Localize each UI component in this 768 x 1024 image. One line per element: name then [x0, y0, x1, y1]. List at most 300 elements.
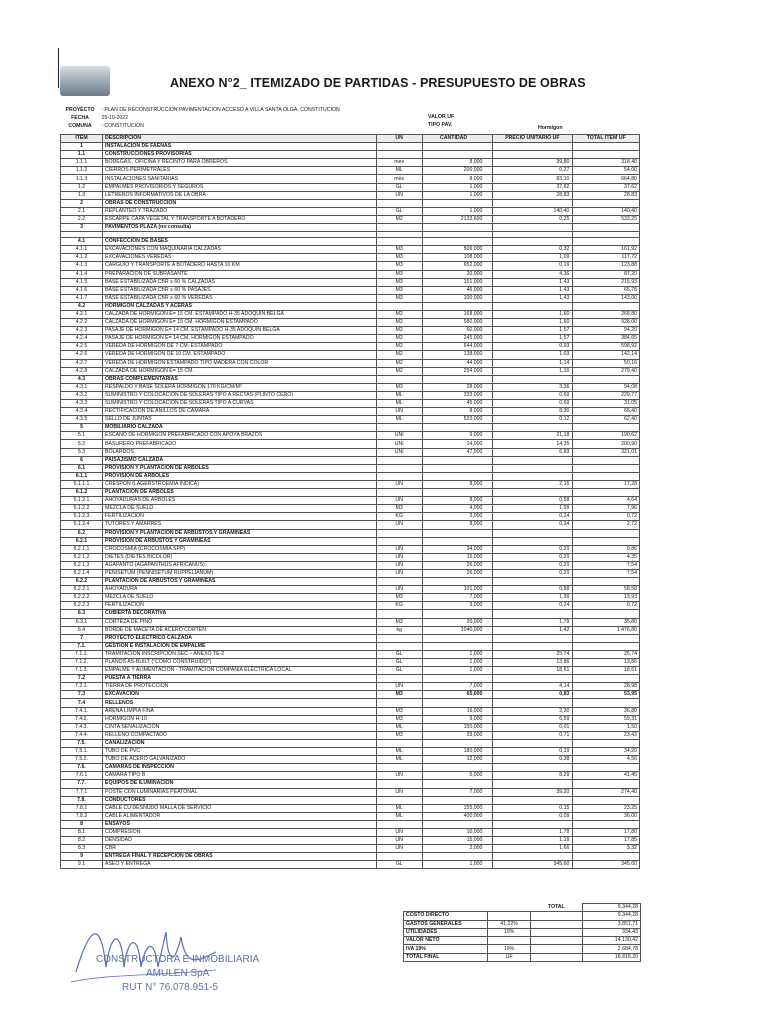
signature-mark — [66, 912, 266, 992]
valor-uf-label: VALOR UF — [428, 114, 455, 120]
cell-un: M3 — [376, 691, 422, 699]
cell-desc: PASAJE DE HORMIGON E= 14 CM. HORMIGON ESTAMPADO — [103, 335, 377, 343]
fecha-value: 25-10-2022 — [101, 115, 128, 121]
cell-tot: 7,54 — [573, 561, 640, 569]
table-row — [61, 143, 640, 151]
comuna-value: : CONSTITUCION — [101, 123, 144, 129]
cell-pu: 13,86 — [493, 659, 573, 667]
cell-desc: OBRAS COMPLEMENTARIAS — [103, 375, 377, 383]
cell-qty: 400,000 — [422, 812, 493, 820]
table-row — [61, 569, 640, 577]
cell-desc: LETREROS INFORMATIVOS DE LA OBRA — [103, 191, 377, 199]
cell-item: 6.1.1.1 — [61, 480, 103, 488]
cell-item: 4.3.1 — [61, 383, 103, 391]
cell-pu: 0,83 — [493, 691, 573, 699]
cell-tot — [573, 537, 640, 545]
cell-tot — [573, 610, 640, 618]
cell-un: UN — [376, 480, 422, 488]
cell-item: 7.2 — [61, 675, 103, 683]
cell-tot — [573, 853, 640, 861]
cell-tot: 31,05 — [573, 400, 640, 408]
cell-item: 7 — [61, 634, 103, 642]
cell-qty: 15,000 — [422, 837, 493, 845]
cell-desc: PLANTACION DE ARBUSTOS Y GRAMINEAS — [103, 578, 377, 586]
cell-un — [376, 780, 422, 788]
table-row — [61, 861, 640, 869]
cell-item: 8.2 — [61, 837, 103, 845]
table-row — [61, 440, 640, 448]
cell-un: M2 — [376, 343, 422, 351]
cell-item: 1.2 — [61, 183, 103, 191]
cell-desc: BASE ESTABILIZADA CBR ≥ 60 % CALZADAS — [103, 278, 377, 286]
cell-qty: 7,000 — [422, 683, 493, 691]
table-row — [61, 756, 640, 764]
cell-pu: 1,79 — [493, 618, 573, 626]
cell-tot — [573, 238, 640, 246]
cell-item: 4.2.4 — [61, 335, 103, 343]
cell-tot — [573, 199, 640, 207]
cell-desc: BOLARDOS — [103, 448, 377, 456]
comuna-label: COMUNA — [68, 123, 92, 129]
cell-item: 5.3 — [61, 448, 103, 456]
table-row — [61, 472, 640, 480]
cell-un: M3 — [376, 707, 422, 715]
cell-un: GL — [376, 659, 422, 667]
cell-desc: INSTALACIONES SANITARIAS — [103, 175, 377, 183]
cell-pu: 83,10 — [493, 175, 573, 183]
table-row — [61, 278, 640, 286]
cell-desc: RELLENOS — [103, 699, 377, 707]
cell-qty: 26,000 — [422, 569, 493, 577]
proyecto-value: : PLAN DE RECONSTRUCCION PAVIMENTACION ACCESO A VILLA SANTA OLGA, CONSTITUCION — [101, 107, 340, 113]
valor-neto-label: VALOR NETO — [404, 937, 488, 945]
cell-un: M2 — [376, 367, 422, 375]
cell-un: KG — [376, 602, 422, 610]
cell-qty — [422, 764, 493, 772]
cell-item: 7.8.2 — [61, 812, 103, 820]
cell-tot — [573, 675, 640, 683]
cell-item: 8.1 — [61, 828, 103, 836]
cell-un — [376, 537, 422, 545]
cell-item: 6.2.1.2 — [61, 553, 103, 561]
cell-desc: PROVISION Y PLANTACION DE ARBOLES — [103, 464, 377, 472]
cell-tot: 23,43 — [573, 731, 640, 739]
cell-desc: AHOYADURA — [103, 586, 377, 594]
cell-tot: 37,62 — [573, 183, 640, 191]
cell-desc: VEREDA DE HORMIGON DE 10 CM. ESTAMPADO — [103, 351, 377, 359]
cell-pu — [493, 529, 573, 537]
cell-desc: PROVISION DE ARBOLES — [103, 472, 377, 480]
cell-pu: 0,12 — [493, 416, 573, 424]
cell-qty: 644,000 — [422, 343, 493, 351]
table-row — [61, 183, 640, 191]
cell-desc: PENISETUM (PENNISETUM RUPPELIANUM) — [103, 569, 377, 577]
cell-qty: 5,000 — [422, 772, 493, 780]
cell-desc: VEREDA DE HORMIGON DE 7 CM. ESTAMPADO — [103, 343, 377, 351]
cell-pu — [493, 675, 573, 683]
cell-tot: 23,25 — [573, 804, 640, 812]
costo-directo-value: 9.344,28 — [582, 912, 640, 920]
cell-tot — [573, 739, 640, 747]
cell-pu — [493, 739, 573, 747]
cell-un: UN — [376, 586, 422, 594]
cell-qty: 9,000 — [422, 432, 493, 440]
cell-item: 1.1.2 — [61, 167, 103, 175]
cell-desc: PLANOS AS-BUILT ("COMO CONSTRUIDO") — [103, 659, 377, 667]
cell-tot — [573, 780, 640, 788]
cell-item: 2.1 — [61, 207, 103, 215]
cell-desc: CALZADA DE HORMIGON E= 15 CM. HORMIGON ESTAMPADO — [103, 319, 377, 327]
cell-tot — [573, 489, 640, 497]
cell-qty: 8,000 — [422, 408, 493, 416]
summary-row-iva — [404, 945, 641, 953]
cell-item: 6.3.1 — [61, 618, 103, 626]
cell-item: 7.5.1. — [61, 748, 103, 756]
cell-qty — [422, 610, 493, 618]
cell-tot — [573, 302, 640, 310]
cell-tot: 59,31 — [573, 715, 640, 723]
cell-un: UN — [376, 828, 422, 836]
cell-qty: 3,000 — [422, 513, 493, 521]
cell-tot: 1,50 — [573, 723, 640, 731]
table-row — [61, 215, 640, 223]
cell-pu: 0,29 — [493, 545, 573, 553]
cell-pu: 0,24 — [493, 602, 573, 610]
total-label: TOTAL — [547, 903, 565, 910]
table-row — [61, 159, 640, 167]
cell-pu — [493, 151, 573, 159]
cell-qty: 150,000 — [422, 723, 493, 731]
cell-item: 4.3 — [61, 375, 103, 383]
cell-qty: 8,000 — [422, 175, 493, 183]
table-row — [61, 820, 640, 828]
cell-item: 4.1.1 — [61, 246, 103, 254]
cell-tot: 533,25 — [573, 215, 640, 223]
cell-item: 7.1.3. — [61, 667, 103, 675]
cell-tot: 17,85 — [573, 837, 640, 845]
cell-tot: 928,00 — [573, 319, 640, 327]
cell-tot: 25,74 — [573, 650, 640, 658]
cell-qty: 47,000 — [422, 448, 493, 456]
cell-item: 6.1.2.1 — [61, 497, 103, 505]
cell-qty: 151,000 — [422, 278, 493, 286]
table-row — [61, 391, 640, 399]
tipo-pav-label: TIPO PAV. — [428, 122, 453, 128]
table-row — [61, 191, 640, 199]
gastos-generales-pct: 41,22% — [487, 920, 531, 928]
table-row — [61, 634, 640, 642]
cell-tot: 2,72 — [573, 521, 640, 529]
cell-tot — [573, 472, 640, 480]
cell-qty — [422, 699, 493, 707]
hormigon-label: Hormigon — [538, 125, 563, 131]
cell-pu: 1,14 — [493, 359, 573, 367]
header-un: UN — [376, 135, 422, 143]
cell-desc: PREPARACION DE SUBRASANTE — [103, 270, 377, 278]
cell-un: M3 — [376, 246, 422, 254]
table-row — [61, 764, 640, 772]
utilidades-pct: 10% — [487, 928, 531, 936]
cell-qty: 7,000 — [422, 788, 493, 796]
total-final-value: 16.815,20 — [582, 953, 640, 961]
total-final-unit: UF — [487, 953, 531, 961]
table-row — [61, 553, 640, 561]
cell-tot: 13,86 — [573, 659, 640, 667]
cell-tot: 274,40 — [573, 788, 640, 796]
cell-pu: 1,43 — [493, 294, 573, 302]
cell-desc: CIERROS PERIMETRALES — [103, 167, 377, 175]
cell-un — [376, 464, 422, 472]
cell-desc: MOBILIARIO CALZADA — [103, 424, 377, 432]
cell-pu: 1,60 — [493, 319, 573, 327]
cell-tot: 200,90 — [573, 440, 640, 448]
cell-un: UN — [376, 788, 422, 796]
cell-un: UN — [376, 845, 422, 853]
cell-item: 4.1.2 — [61, 254, 103, 262]
cell-un: M2 — [376, 319, 422, 327]
table-row — [61, 367, 640, 375]
cell-pu: 345,60 — [493, 861, 573, 869]
cell-desc: REPLANTEO Y TRAZADO — [103, 207, 377, 215]
cell-tot: 215,93 — [573, 278, 640, 286]
cell-desc: PUESTA A TIERRA — [103, 675, 377, 683]
table-row — [61, 618, 640, 626]
cell-tot: 142,14 — [573, 351, 640, 359]
proyecto-label: PROYECTO — [65, 107, 95, 113]
summary-row-utilidades — [404, 928, 641, 936]
cell-item: 6.2.1 — [61, 537, 103, 545]
cell-pu: 21,18 — [493, 432, 573, 440]
cell-un — [376, 634, 422, 642]
cell-desc: GESTIÓN E INSTALACIÓN DE EMPALME — [103, 642, 377, 650]
cell-desc: AHOYADURAS DE ARBOLES — [103, 497, 377, 505]
table-row — [61, 796, 640, 804]
cell-pu — [493, 820, 573, 828]
cell-pu — [493, 796, 573, 804]
cell-tot: 62,40 — [573, 416, 640, 424]
cell-un — [376, 489, 422, 497]
cell-item: 1.1.3 — [61, 175, 103, 183]
cell-tot: 9,86 — [573, 545, 640, 553]
cell-un: KG — [376, 513, 422, 521]
cell-qty: 138,000 — [422, 351, 493, 359]
cell-pu: 0,15 — [493, 804, 573, 812]
table-row — [61, 151, 640, 159]
cell-qty: 8,000 — [422, 521, 493, 529]
table-row — [61, 812, 640, 820]
cell-item: 6.1.2.4 — [61, 521, 103, 529]
table-row — [61, 343, 640, 351]
margin-line — [58, 48, 59, 88]
cell-un: M2 — [376, 310, 422, 318]
cell-qty: 44,000 — [422, 359, 493, 367]
cell-desc: BORDE DE MACETA DE ACERO CORTEN — [103, 626, 377, 634]
cell-item: 3 — [61, 224, 103, 232]
cell-qty — [422, 424, 493, 432]
cell-desc: EXCAVACIÓN — [103, 691, 377, 699]
info-fecha — [60, 115, 128, 121]
cell-qty — [422, 537, 493, 545]
table-row — [61, 667, 640, 675]
cell-pu: 0,19 — [493, 748, 573, 756]
cell-tot: 36,00 — [573, 812, 640, 820]
cell-qty: 333,000 — [422, 391, 493, 399]
cell-qty: 1,000 — [422, 207, 493, 215]
cell-qty: 108,000 — [422, 254, 493, 262]
cell-qty — [422, 464, 493, 472]
cell-desc: OBRAS DE CONSTRUCCION — [103, 199, 377, 207]
cell-pu: 6,59 — [493, 715, 573, 723]
cell-item: 7.1. — [61, 642, 103, 650]
cell-un — [376, 375, 422, 383]
cell-qty: 1,000 — [422, 191, 493, 199]
cell-pu: 1,60 — [493, 310, 573, 318]
utilidades-label: UTILIDADES — [404, 928, 488, 936]
cell-pu: 8,30 — [493, 408, 573, 416]
cell-qty: 2133,600 — [422, 215, 493, 223]
cell-tot: 13,93 — [573, 594, 640, 602]
table-row — [61, 707, 640, 715]
cell-un — [376, 224, 422, 232]
cell-tot: 35,80 — [573, 618, 640, 626]
cell-pu: 4,14 — [493, 683, 573, 691]
cell-desc: CONSTRUCCIONES PROVISORIAS — [103, 151, 377, 159]
cell-item: 9 — [61, 853, 103, 861]
cell-desc: CBR — [103, 845, 377, 853]
cell-un: UN — [376, 497, 422, 505]
info-proyecto — [60, 107, 340, 113]
cell-tot — [573, 796, 640, 804]
cell-pu: 1,09 — [493, 254, 573, 262]
table-row — [61, 400, 640, 408]
cell-tot: 318,40 — [573, 159, 640, 167]
table-row — [61, 715, 640, 723]
cell-item: 6 — [61, 456, 103, 464]
cell-qty: 15,000 — [422, 553, 493, 561]
cell-qty: 16,000 — [422, 707, 493, 715]
cell-desc: EQUIPOS DE ILUMINACIÓN — [103, 780, 377, 788]
cell-un: ML — [376, 723, 422, 731]
cell-desc: VEREDA DE HORMIGON ESTAMPADO TIPO MADERA CON COLOR — [103, 359, 377, 367]
cell-un: UN — [376, 561, 422, 569]
cell-tot: 7,96 — [573, 505, 640, 513]
cell-pu: 1,99 — [493, 594, 573, 602]
utilidades-value: 934,43 — [582, 928, 640, 936]
cell-desc: ENTREGA FINAL Y RECEPCION DE OBRAS — [103, 853, 377, 861]
cell-pu: 25,74 — [493, 650, 573, 658]
cell-pu: 6,83 — [493, 448, 573, 456]
cell-qty: 20,000 — [422, 618, 493, 626]
cell-tot: 7,54 — [573, 569, 640, 577]
cell-un: UN — [376, 191, 422, 199]
cell-qty: 12,000 — [422, 756, 493, 764]
table-row — [61, 497, 640, 505]
cell-qty: 254,000 — [422, 367, 493, 375]
cell-un: M3 — [376, 505, 422, 513]
cell-pu: 3,36 — [493, 383, 573, 391]
cell-item: 7.7. — [61, 780, 103, 788]
cell-qty: 60,000 — [422, 327, 493, 335]
company-logo — [60, 66, 110, 96]
cell-qty — [422, 634, 493, 642]
cell-desc: EMPALME Y ALIMENTACIÓN - TRAMITACIÓN COMPAÑÍA ELÉCTRICA LOCAL — [103, 667, 377, 675]
cell-item: 4.2.7 — [61, 359, 103, 367]
cell-qty — [422, 302, 493, 310]
cell-pu: 0,27 — [493, 167, 573, 175]
cell-tot — [573, 424, 640, 432]
cell-un: ML — [376, 812, 422, 820]
cell-item: 6.2.2.2 — [61, 594, 103, 602]
cell-un: M3 — [376, 715, 422, 723]
cell-un: M2 — [376, 351, 422, 359]
table-row — [61, 772, 640, 780]
cell-un: UN — [376, 837, 422, 845]
summary-row-total-final — [404, 953, 641, 961]
cell-desc: CRESPÓN (LAGERSTROEMIA INDICA) — [103, 480, 377, 488]
cell-un — [376, 143, 422, 151]
cell-qty: 1,000 — [422, 183, 493, 191]
cell-item: 4.2.3 — [61, 327, 103, 335]
cell-pu: 28,83 — [493, 191, 573, 199]
cell-item: 6.2 — [61, 529, 103, 537]
cell-un: ML — [376, 391, 422, 399]
cell-un — [376, 739, 422, 747]
cell-un: UN — [376, 545, 422, 553]
table-row — [61, 659, 640, 667]
cell-tot — [573, 456, 640, 464]
cell-item: 4.3.4 — [61, 408, 103, 416]
cell-item: 7.8.1 — [61, 804, 103, 812]
table-row — [61, 262, 640, 270]
table-row — [61, 739, 640, 747]
cell-pu — [493, 456, 573, 464]
cell-qty — [422, 578, 493, 586]
gastos-generales-label: GASTOS GENERALES — [404, 920, 488, 928]
iva-label: IVA 19% — [404, 945, 488, 953]
cell-pu: 2,16 — [493, 480, 573, 488]
cell-pu: 0,09 — [493, 812, 573, 820]
cell-desc: CÁMARA TIPO B — [103, 772, 377, 780]
table-row — [61, 828, 640, 836]
cell-un: UNI — [376, 440, 422, 448]
cell-qty: 3,000 — [422, 602, 493, 610]
cell-qty: 1040,000 — [422, 626, 493, 634]
cell-item: 2.2 — [61, 215, 103, 223]
cell-pu: 0,71 — [493, 731, 573, 739]
budget-table — [60, 134, 640, 869]
cell-desc: PLANTACION DE ARBOLES — [103, 489, 377, 497]
cell-qty: 506,000 — [422, 246, 493, 254]
costo-directo-label: COSTO DIRECTO — [404, 912, 488, 920]
cell-item: 7.1.1. — [61, 650, 103, 658]
table-row — [61, 456, 640, 464]
cell-un — [376, 820, 422, 828]
header-total: TOTAL ITEM UF — [573, 135, 640, 143]
cell-tot — [573, 529, 640, 537]
cell-tot — [573, 764, 640, 772]
cell-desc: RECTIFICACION DE ANILLOS DE CAMARA — [103, 408, 377, 416]
cell-tot: 140,40 — [573, 207, 640, 215]
cell-qty: 65,000 — [422, 691, 493, 699]
table-row — [61, 780, 640, 788]
budget-table-body — [61, 135, 640, 869]
header-descripcion: DESCRIPCION — [103, 135, 377, 143]
cell-desc: RELLENO COMPACTADO — [103, 731, 377, 739]
cell-un: M3 — [376, 254, 422, 262]
cell-tot: 87,20 — [573, 270, 640, 278]
table-row — [61, 238, 640, 246]
cell-desc: BASE ESTABILIZADA CBR ≥ 60 % PASAJES — [103, 286, 377, 294]
